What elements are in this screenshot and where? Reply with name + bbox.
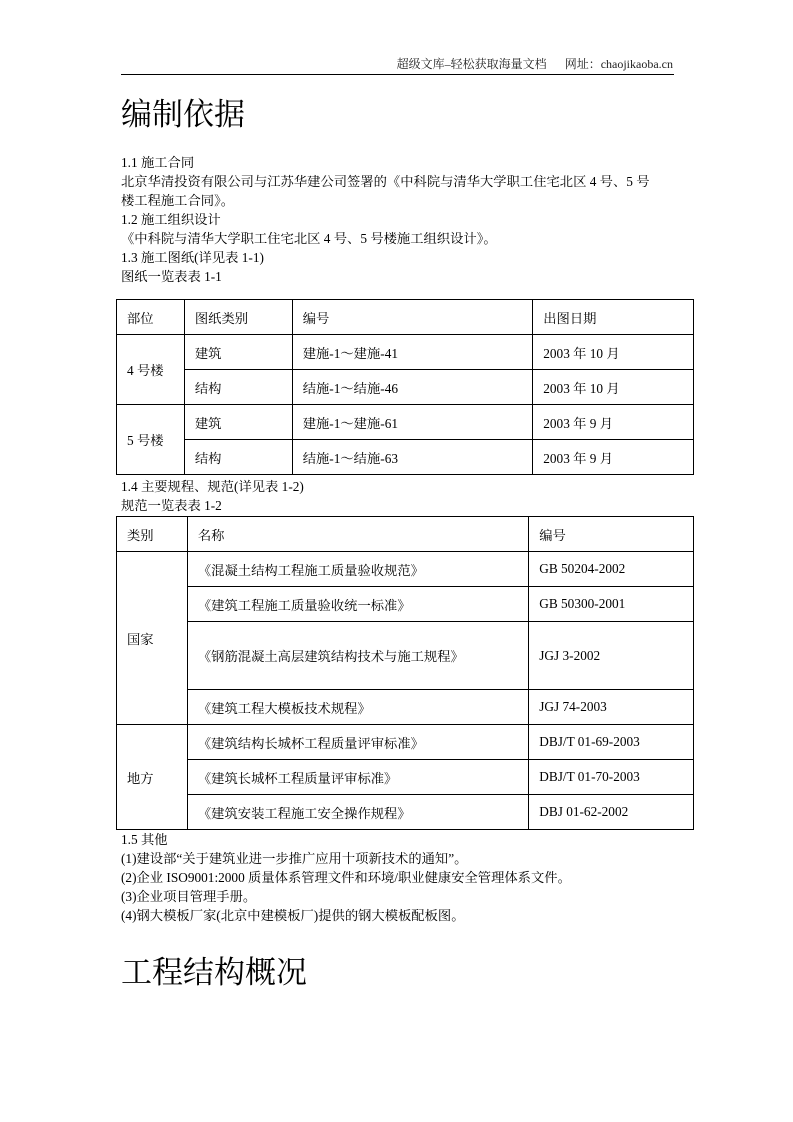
header-url: 网址：chaojikaoba.cn [564, 57, 673, 71]
type-cell: 结构 [184, 370, 292, 405]
name-cell: 《建筑结构长城杯工程质量评审标准》 [187, 725, 528, 760]
heading-1-1: 1.1 施工合同 [121, 155, 195, 170]
table-row [117, 335, 694, 370]
name-cell: 《建筑长城杯工程质量评审标准》 [187, 760, 528, 795]
category-cell: 地方 [117, 725, 188, 830]
section-1-5 [121, 830, 681, 925]
location-cell: 5 号楼 [117, 405, 185, 475]
code-cell: 建施-1～建施-61 [292, 405, 533, 440]
code-cell: GB 50204-2002 [529, 552, 694, 587]
header-cell: 编号 [292, 300, 533, 335]
table-row [117, 795, 694, 830]
list-item: (2)企业 ISO9001:2000 质量体系管理文件和环境/职业健康安全管理体系文件。 [121, 870, 571, 885]
header-cell: 出图日期 [533, 300, 694, 335]
code-cell: JGJ 3-2002 [529, 622, 694, 690]
location-cell: 4 号楼 [117, 335, 185, 405]
header-cell: 编号 [529, 517, 694, 552]
date-cell: 2003 年 10 月 [533, 335, 694, 370]
code-cell: JGJ 74-2003 [529, 690, 694, 725]
table-header-row [117, 517, 694, 552]
name-cell: 《钢筋混凝土高层建筑结构技术与施工规程》 [187, 622, 528, 690]
page-header [121, 56, 673, 72]
header-rule [121, 74, 674, 75]
table2-caption: 规范一览表表 1-2 [121, 498, 222, 513]
heading-1-3: 1.3 施工图纸(详见表 1-1) [121, 250, 264, 265]
list-item: (3)企业项目管理手册。 [121, 889, 257, 904]
category-cell: 国家 [117, 552, 188, 725]
table-row [117, 587, 694, 622]
code-cell: DBJ/T 01-69-2003 [529, 725, 694, 760]
table-row [117, 760, 694, 795]
header-cell: 类别 [117, 517, 188, 552]
drawings-table [116, 299, 694, 475]
table-row [117, 440, 694, 475]
header-cell: 部位 [117, 300, 185, 335]
code-cell: DBJ 01-62-2002 [529, 795, 694, 830]
table-row [117, 552, 694, 587]
date-cell: 2003 年 9 月 [533, 440, 694, 475]
table1-caption: 图纸一览表表 1-1 [121, 269, 222, 284]
header-cell: 图纸类别 [184, 300, 292, 335]
heading-1-2: 1.2 施工组织设计 [121, 212, 221, 227]
heading-1-5: 1.5 其他 [121, 832, 168, 847]
table-row [117, 690, 694, 725]
header-site-name: 超级文库–轻松获取海量文档 [396, 57, 547, 71]
section-title-basis: 编制依据 [121, 97, 245, 133]
section-1-4 [121, 477, 681, 515]
date-cell: 2003 年 9 月 [533, 405, 694, 440]
name-cell: 《建筑工程施工质量验收统一标准》 [187, 587, 528, 622]
table-header-row [117, 300, 694, 335]
code-cell: 建施-1～建施-41 [292, 335, 533, 370]
code-cell: 结施-1～结施-63 [292, 440, 533, 475]
standards-table [116, 516, 694, 830]
heading-1-4: 1.4 主要规程、规范(详见表 1-2) [121, 479, 304, 494]
section-title-structure: 工程结构概况 [121, 955, 307, 991]
table-row [117, 725, 694, 760]
header-cell: 名称 [187, 517, 528, 552]
code-cell: DBJ/T 01-70-2003 [529, 760, 694, 795]
list-item: (1)建设部“关于建筑业进一步推广应用十项新技术的通知”。 [121, 851, 468, 866]
section-1-1 [121, 153, 681, 286]
type-cell: 建筑 [184, 405, 292, 440]
type-cell: 建筑 [184, 335, 292, 370]
contract-text-line1: 北京华清投资有限公司与江苏华建公司签署的《中科院与清华大学职工住宅北区 4 号、5 号 [121, 174, 650, 189]
code-cell: 结施-1～结施-46 [292, 370, 533, 405]
contract-text-line2: 楼工程施工合同》。 [121, 193, 235, 208]
table-row [117, 622, 694, 690]
name-cell: 《建筑安装工程施工安全操作规程》 [187, 795, 528, 830]
list-item: (4)钢大模板厂家(北京中建模板厂)提供的钢大模板配板图。 [121, 908, 465, 923]
date-cell: 2003 年 10 月 [533, 370, 694, 405]
table-row [117, 370, 694, 405]
design-text: 《中科院与清华大学职工住宅北区 4 号、5 号楼施工组织设计》。 [121, 231, 497, 246]
name-cell: 《混凝土结构工程施工质量验收规范》 [187, 552, 528, 587]
table-row [117, 405, 694, 440]
name-cell: 《建筑工程大模板技术规程》 [187, 690, 528, 725]
code-cell: GB 50300-2001 [529, 587, 694, 622]
type-cell: 结构 [184, 440, 292, 475]
